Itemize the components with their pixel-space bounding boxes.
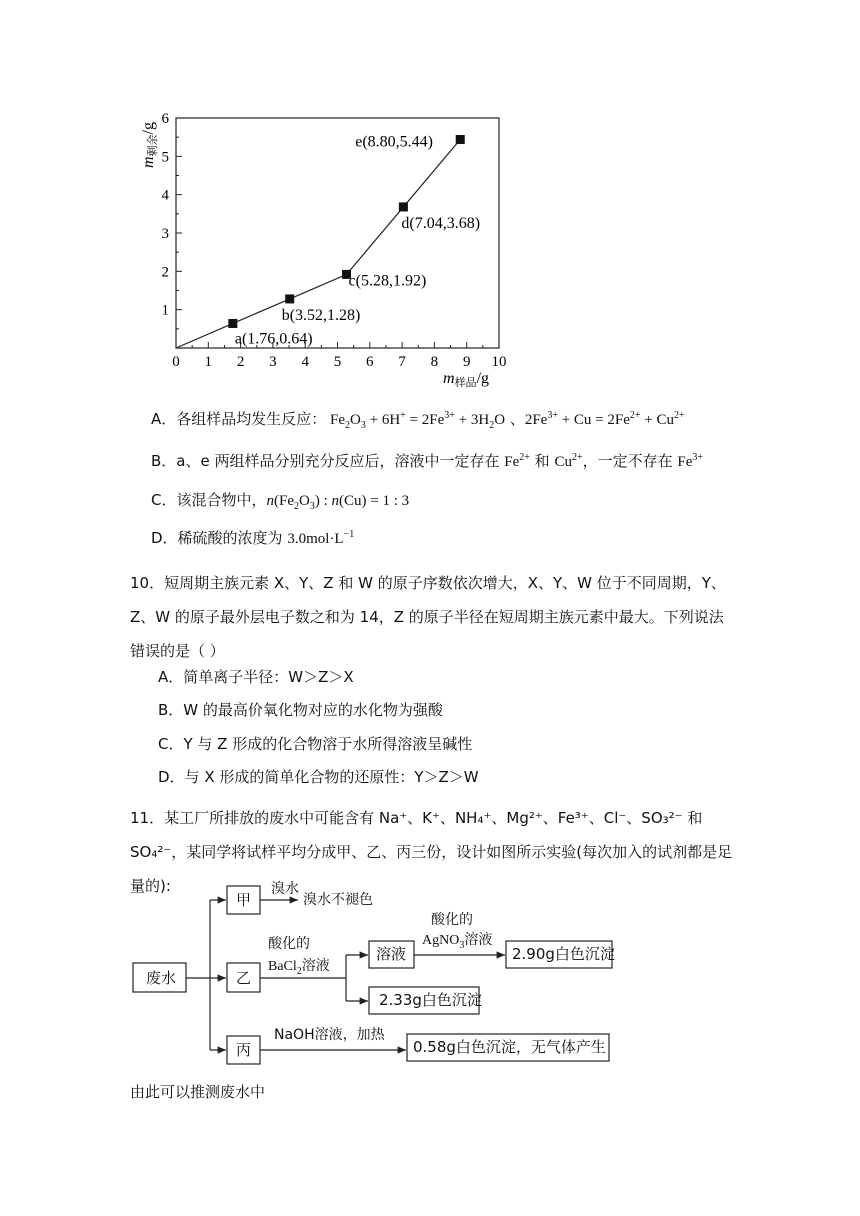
node-bing: 丙 (236, 1041, 252, 1059)
x-tick-label: 4 (301, 354, 309, 370)
q11-stem: 11．某工厂所排放的废水中可能含有 Na⁺、K⁺、NH₄⁺、Mg²⁺、Fe³⁺、Cl⁻、SO₃²⁻ 和 SO₄²⁻，某同学将试样平均分成甲、乙、丙三份，设计如图所示实验(每次加入的试剂都是足量的): (130, 809, 733, 895)
ag-reagent-line1: 酸化的 (431, 912, 473, 928)
x-tick-label: 7 (398, 354, 406, 370)
jia-result: 溴水不褪色 (303, 892, 373, 908)
q11-tail: 由此可以推测废水中 (130, 1083, 266, 1101)
x-tick-label: 8 (430, 354, 439, 370)
x-tick-label: 1 (204, 354, 213, 370)
data-point-a (228, 319, 237, 328)
x-tick-label: 0 (172, 354, 180, 370)
ba-result: 2.33g白色沉淀 (379, 991, 482, 1009)
data-label-b: b(3.52,1.28) (281, 306, 361, 324)
q9-option-a: A．各组样品均发生反应： $Fe_2O_3 + 6H^+ = 2Fe^{3+} + 3H_2O$ 、$2Fe^{3+} + Cu = 2Fe^{2+} + Cu^{2+}$ (151, 410, 685, 431)
q10-option-b: B．W 的最高价氧化物对应的水化物为强酸 (158, 701, 443, 719)
y-tick-label: 2 (161, 264, 169, 281)
x-tick-label: 5 (333, 354, 342, 370)
y-axis-label (140, 122, 159, 168)
y-axis-label-text: m剩余/g (140, 121, 159, 168)
q9-option-d: D．稀硫酸的浓度为 $3.0mol\cdot L^{-1}$ (151, 529, 355, 547)
plot-area (162, 111, 507, 370)
data-point-d (399, 202, 408, 211)
y-tick-label: 6 (161, 111, 169, 127)
q10-option-a: A．简单离子半径：W＞Z＞X (158, 668, 354, 686)
x-tick-label: 9 (462, 354, 471, 370)
q10-option-d: D．与 X 形成的简单化合物的还原性：Y＞Z＞W (158, 768, 479, 786)
data-point-b (285, 294, 294, 303)
x-axis-label: m样品/g (443, 370, 490, 389)
yi-reagent-line2: BaCl$_2$溶液 (268, 958, 330, 977)
ag-result: 2.90g白色沉淀 (512, 945, 615, 963)
x-tick-label: 10 (491, 354, 507, 370)
ag-reagent-line2: AgNO$_3$溶液 (422, 932, 493, 951)
x-tick-label: 6 (366, 354, 374, 370)
chart (130, 105, 530, 395)
x-tick-label: 3 (269, 354, 277, 370)
bing-result: 0.58g白色沉淀，无气体产生 (413, 1038, 606, 1056)
data-label-e: e(8.80,5.44) (355, 133, 434, 151)
data-label-c: c(5.28,1.92) (348, 272, 427, 290)
y-tick-label: 5 (161, 149, 169, 166)
data-label-d: d(7.04,3.68) (401, 214, 481, 232)
data-label-a: a(1.76,0.64) (234, 330, 313, 348)
node-waste-water: 废水 (146, 969, 177, 987)
bing-reagent: NaOH溶液，加热 (274, 1027, 385, 1043)
q10-stem: 10．短周期主族元素 X、Y、Z 和 W 的原子序数依次增大，X、Y、W 位于不同周期，Y、Z、W 的原子最外层电子数之和为 14，Z 的原子半径在短周期主族元素中最大。下列说法错误的是（ ） (130, 574, 726, 660)
x-tick-label: 2 (236, 354, 245, 370)
node-yi: 乙 (236, 969, 252, 987)
q10-option-c: C．Y 与 Z 形成的化合物溶于水所得溶液呈碱性 (158, 735, 473, 753)
node-solution: 溶液 (376, 945, 407, 963)
jia-reagent: 溴水 (271, 881, 299, 897)
node-jia: 甲 (236, 891, 252, 909)
yi-reagent-line1: 酸化的 (268, 936, 310, 952)
q9-option-c: C．该混合物中，$n(Fe_2O_3)$ : n(Cu) = 1 : 3 (151, 491, 410, 512)
y-tick-label: 4 (161, 187, 169, 204)
q9-option-b: B．a、e 两组样品分别充分反应后，溶液中一定存在 $Fe^{2+}$ 和 $Cu^{2+}$，一定不存在 $Fe^{3+}$ (151, 452, 704, 470)
y-tick-label: 1 (161, 302, 169, 319)
y-tick-label: 3 (161, 226, 169, 242)
data-point-e (456, 135, 465, 144)
